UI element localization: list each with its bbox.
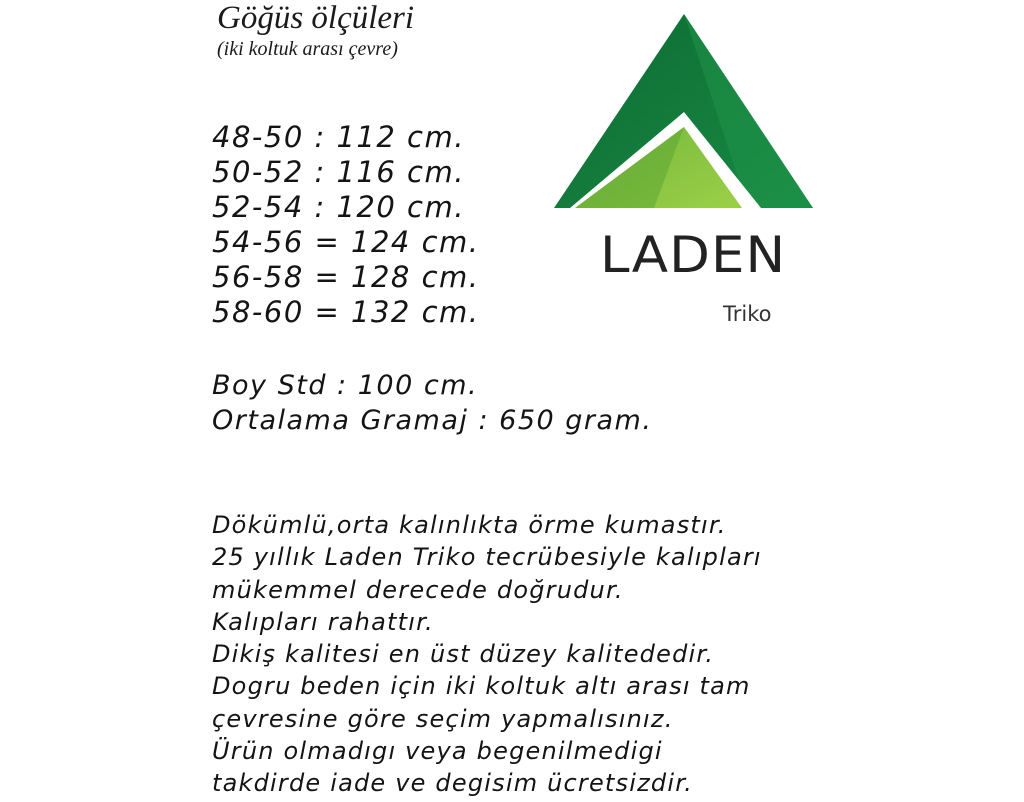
note-line: mükemmel derecede doğrudur. [212,575,624,604]
note-line: Dikiş kalitesi en üst düzey kalitededir. [212,640,715,669]
size-row: 50-52 : 116 cm. [212,155,465,189]
page-title: Göğüs ölçüleri [217,0,415,36]
weight-detail: Ortalama Gramaj : 650 gram. [212,405,653,436]
triangle-logo-icon [548,10,823,220]
brand-name: LADEN [600,226,787,284]
note-line: takdirde iade ve degisim ücretsizdir. [212,769,693,798]
brand-tagline: Triko [723,302,772,326]
size-row: 58-60 = 132 cm. [212,295,480,329]
size-row: 56-58 = 128 cm. [212,260,480,294]
size-row: 52-54 : 120 cm. [212,190,465,224]
size-chart [212,120,480,330]
note-line: Dogru beden için iki koltuk altı arası tam [212,672,751,701]
page-subtitle: (iki koltuk arası çevre) [217,38,398,60]
length-detail: Boy Std : 100 cm. [212,370,479,401]
brand-logo [548,10,823,340]
size-row: 54-56 = 124 cm. [212,225,480,259]
note-line: Dökümlü,orta kalınlıkta örme kumastır. [212,511,727,539]
note-line: çevresine göre seçim yapmalısınız. [212,704,674,733]
size-row: 48-50 : 112 cm. [212,120,465,154]
product-notes [212,509,762,800]
note-line: 25 yıllık Laden Triko tecrübesiyle kalıpları [212,543,762,572]
note-line: Kalıpları rahattır. [212,607,434,636]
note-line: Ürün olmadıgı veya begenilmedigi [212,737,663,766]
product-details [212,368,652,438]
